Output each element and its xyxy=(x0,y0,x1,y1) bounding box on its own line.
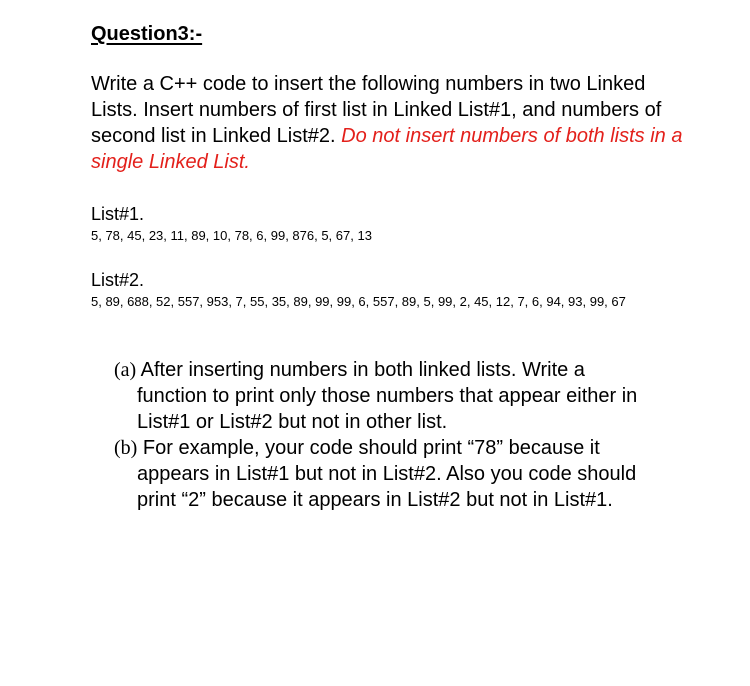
sub-question-a xyxy=(114,357,659,435)
sub-question-a-text: After inserting numbers in both linked lists. Write a function to print only those numbers that appear either in List#1 or List#2 but not in other list. xyxy=(137,359,638,433)
sub-question-b-marker: (b) xyxy=(114,437,138,459)
document xyxy=(91,21,691,513)
sub-question-b-text: For example, your code should print “78” because it appears in List#1 but not in List#2. Also you code should print “2” because it appears in List#2 but not in List#1. xyxy=(137,437,637,511)
list-2-block xyxy=(91,269,691,311)
intro-emphasis: Do not insert numbers of both lists in a single Linked List. xyxy=(91,125,683,173)
intro-text: Write a C++ code to insert the following numbers in two Linked Lists. Insert numbers of first list in Linked List#1, and numbers of second list in Linked List#2. xyxy=(91,73,662,147)
question-heading: Question3:- xyxy=(91,23,203,45)
list-1-values: 5, 78, 45, 23, 11, 89, 10, 78, 6, 99, 876, 5, 67, 13 xyxy=(91,228,372,243)
list-2-label: List#2. xyxy=(91,270,145,290)
sub-question-b xyxy=(114,435,659,513)
list-2-values: 5, 89, 688, 52, 557, 953, 7, 55, 35, 89, 99, 99, 6, 557, 89, 5, 99, 2, 45, 12, 7, 6, 94, 93, 99, 67 xyxy=(91,294,626,309)
question-intro xyxy=(91,71,691,175)
list-1-label: List#1. xyxy=(91,204,145,224)
list-1-block xyxy=(91,203,691,245)
sub-questions xyxy=(114,357,659,513)
sub-question-a-marker: (a) xyxy=(114,359,137,381)
